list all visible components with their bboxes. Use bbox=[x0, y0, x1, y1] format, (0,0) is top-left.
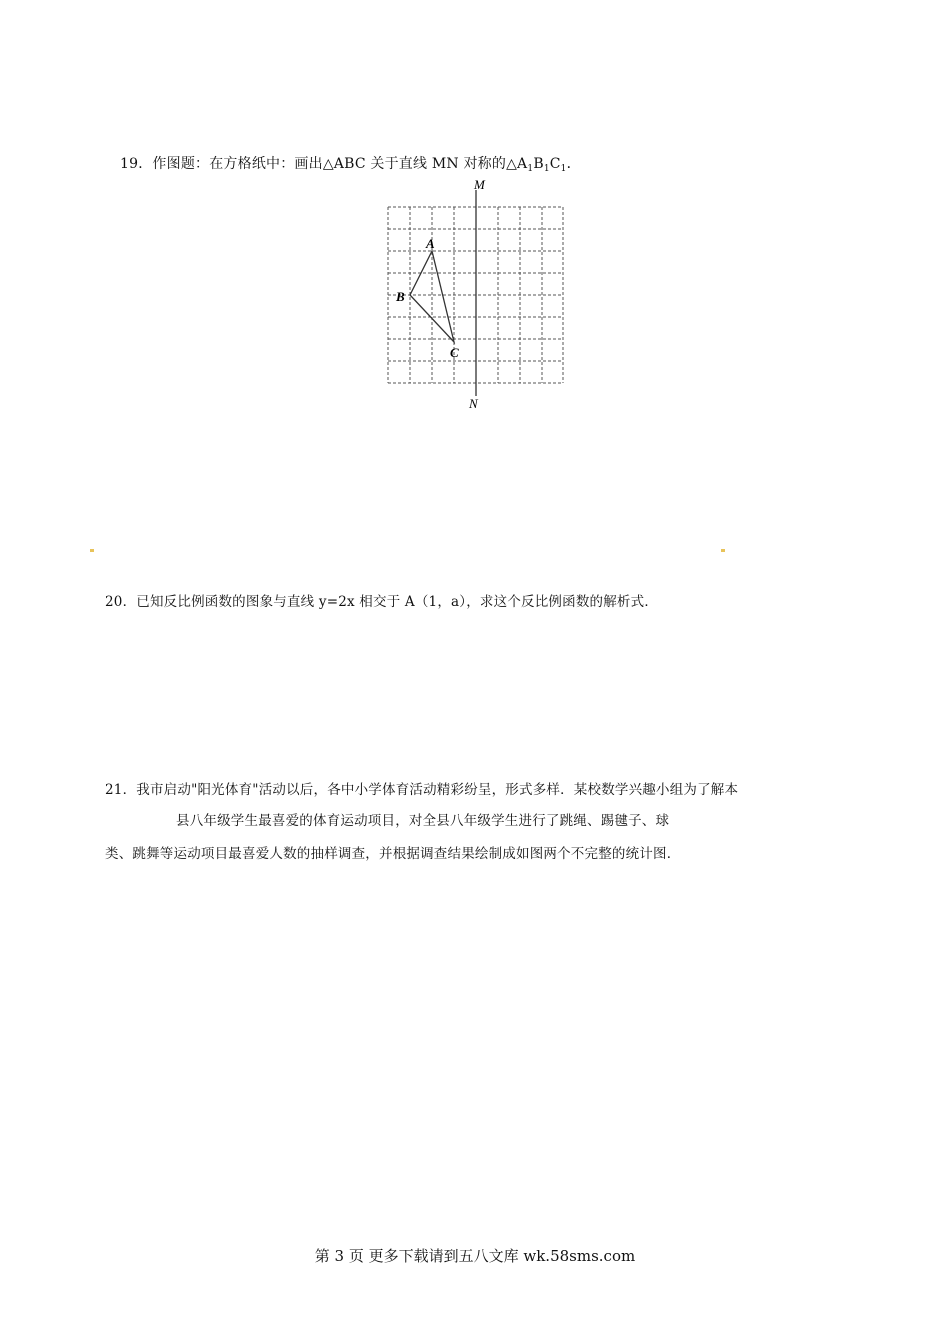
page-footer: 第 3 页 更多下载请到五八文库 wk.58sms.com bbox=[314, 1247, 636, 1265]
subscript: 1 bbox=[543, 164, 550, 174]
grid-figure bbox=[380, 176, 580, 412]
vertex-c-text: C bbox=[549, 156, 561, 172]
period: ． bbox=[566, 156, 581, 172]
subscript: 1 bbox=[560, 164, 567, 174]
label-a: A bbox=[426, 236, 435, 251]
subscript: 1 bbox=[527, 164, 534, 174]
label-m: M bbox=[474, 177, 485, 192]
label-b: B bbox=[396, 289, 405, 304]
label-c: C bbox=[450, 345, 459, 360]
vertex-b-text: B bbox=[533, 156, 544, 172]
decorative-mark bbox=[90, 549, 94, 552]
question-21-line-2: 县八年级学生最喜爱的体育运动项目，对全县八年级学生进行了跳绳、踢毽子、球 bbox=[176, 813, 670, 829]
question-21-line-1: 21．我市启动"阳光体育"活动以后，各中小学体育活动精彩纷呈，形式多样．某校数学兴趣小组为了解本 bbox=[105, 782, 739, 798]
question-19 bbox=[120, 153, 581, 174]
question-19-text: 19．作图题：在方格纸中：画出△ABC 关于直线 MN 对称的△A bbox=[120, 156, 528, 172]
label-n: N bbox=[469, 396, 478, 411]
question-21-line-3: 类、跳舞等运动项目最喜爱人数的抽样调查，并根据调查结果绘制成如图两个不完整的统计图． bbox=[105, 846, 681, 862]
question-20: 20．已知反比例函数的图象与直线 y=2x 相交于 A（1，a），求这个反比例函数的解析式． bbox=[105, 594, 659, 610]
grid-svg bbox=[380, 176, 580, 412]
decorative-mark bbox=[721, 549, 725, 552]
